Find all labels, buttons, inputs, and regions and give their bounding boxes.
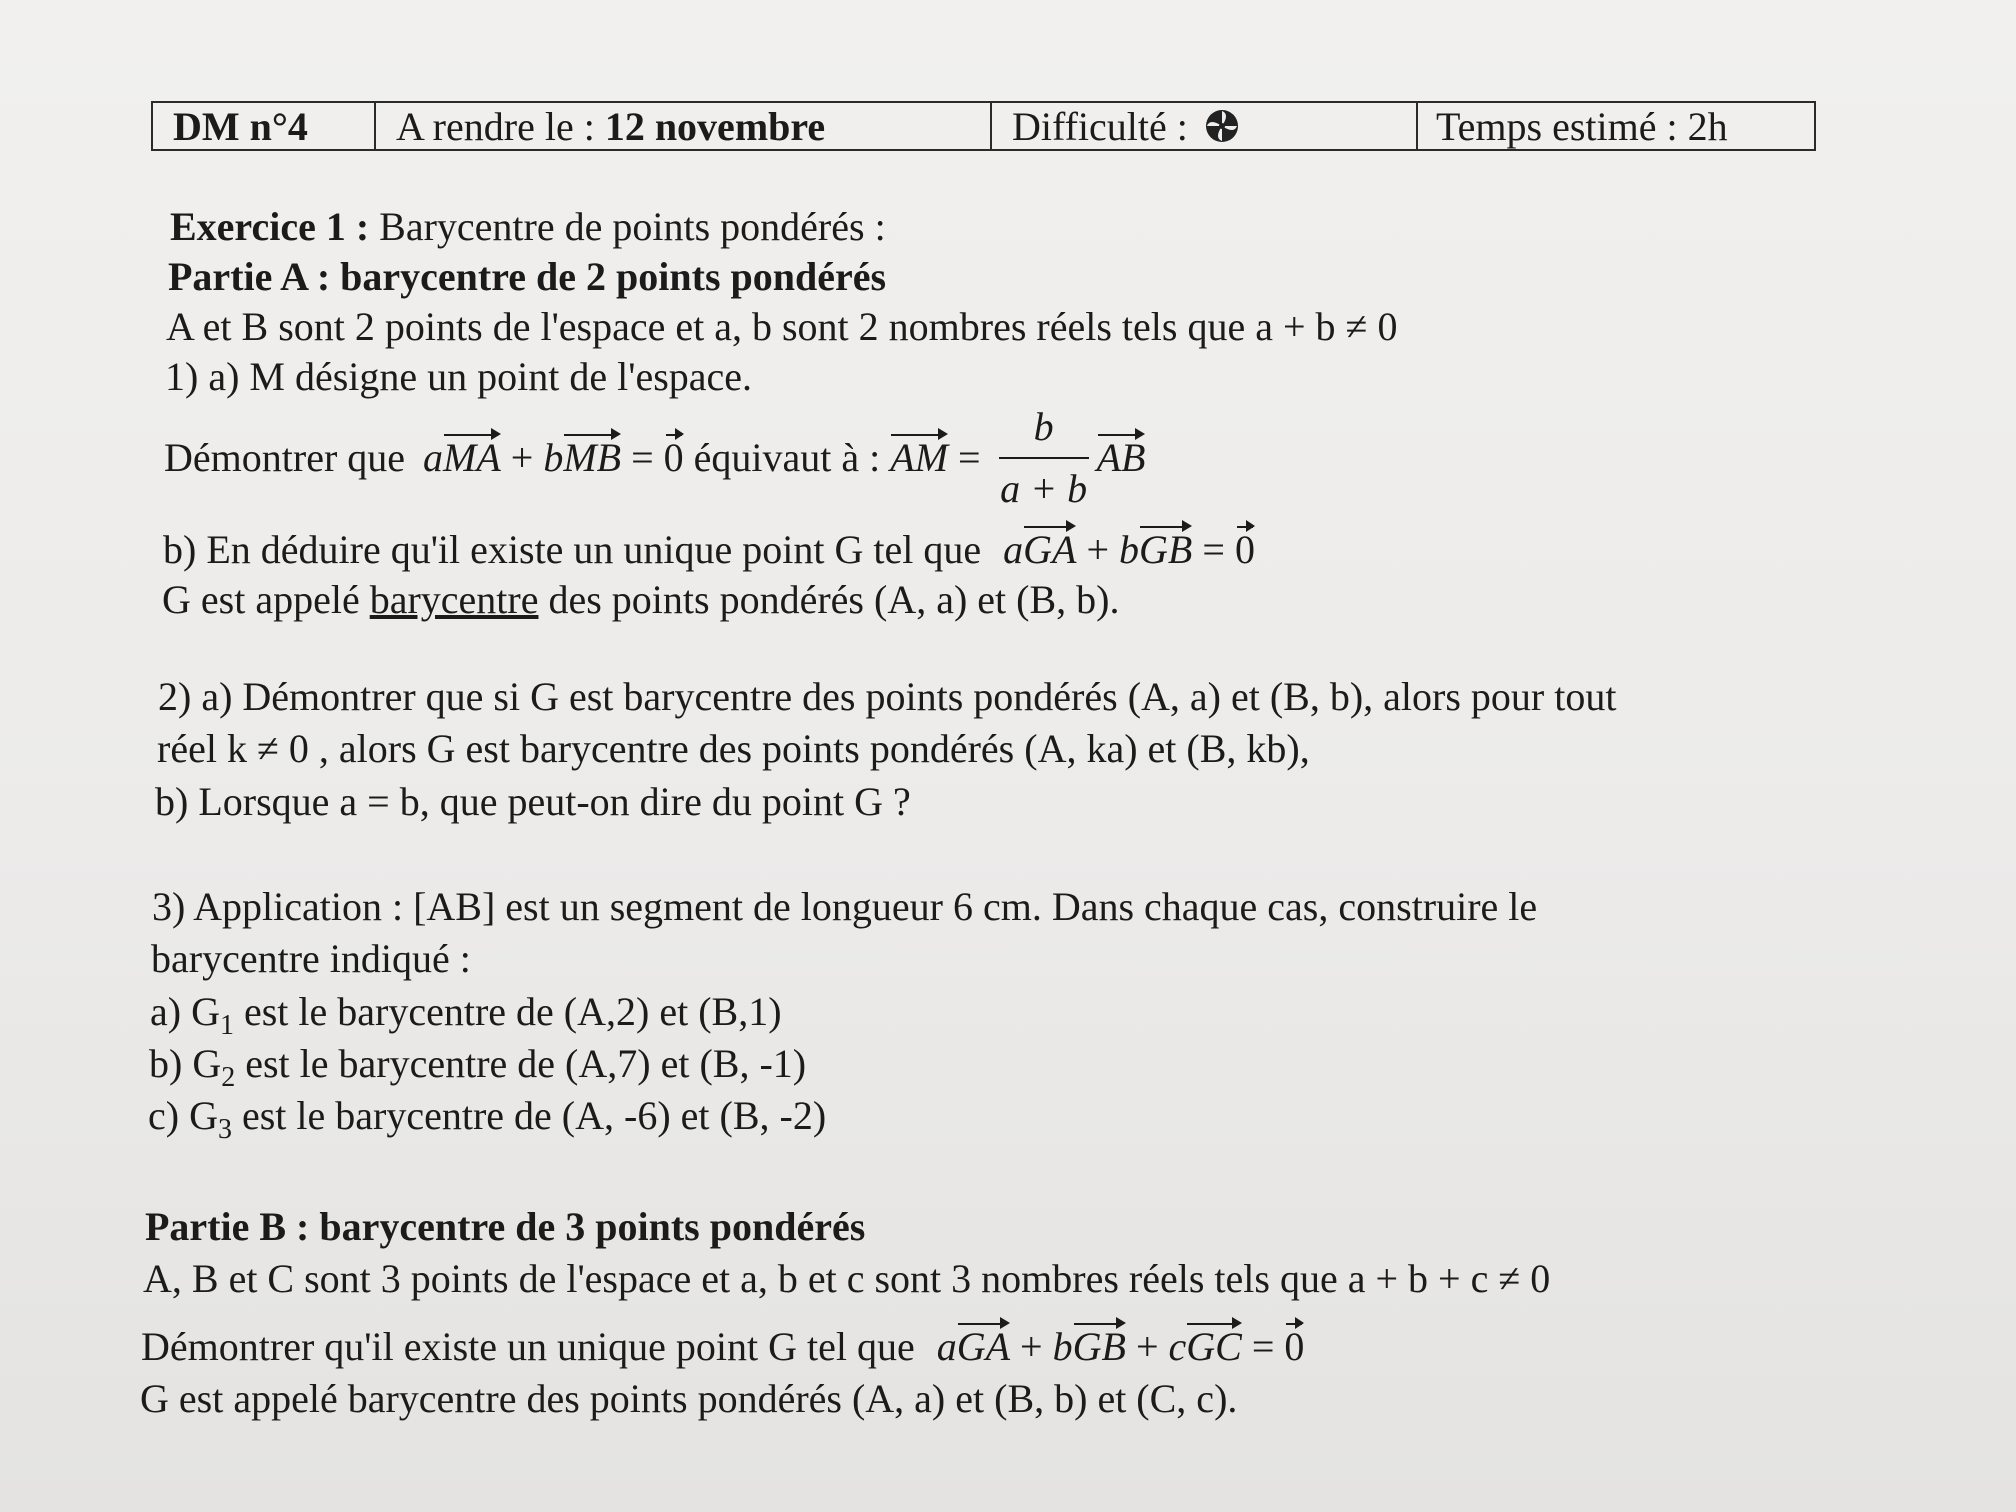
vector-ga: GA xyxy=(956,1324,1011,1369)
vector-ga: GA xyxy=(1023,527,1077,572)
difficulty-label: Difficulté : xyxy=(1012,103,1198,149)
part-b-intro: A, B et C sont 3 points de l'espace et a, b et c sont 3 nombres réels tels que a + b + c ≠ 0 xyxy=(143,1256,1551,1301)
q3b-label: b) G xyxy=(149,1041,222,1086)
plus-sign: + xyxy=(1135,1324,1159,1369)
vector-gc: GC xyxy=(1186,1324,1242,1369)
coef-b: b xyxy=(543,435,564,480)
vector-am: AM xyxy=(890,435,949,480)
exercise-subtitle: Barycentre de points pondérés : xyxy=(369,204,886,249)
q3c-sub: 3 xyxy=(217,1114,232,1145)
coef-a: a xyxy=(423,435,444,480)
difficulty-cell xyxy=(992,103,1418,149)
equals-sign: = xyxy=(621,435,664,480)
part-a-title: Partie A : barycentre de 2 points pondérés xyxy=(168,254,887,299)
question-1b xyxy=(163,528,1255,572)
barycentre-definition xyxy=(162,578,1119,622)
q1b-text: b) En déduire qu'il existe un unique point G tel que xyxy=(163,527,982,572)
coef-a: a xyxy=(1003,527,1024,572)
exercise-title-line xyxy=(170,205,886,249)
q3a-text: est le barycentre de (A,2) et (B,1) xyxy=(233,989,782,1034)
vector-gb: GB xyxy=(1072,1324,1126,1369)
coef-b: b xyxy=(1052,1324,1073,1369)
partB-demo: Démontrer qu'il existe un unique point G tel que xyxy=(141,1324,915,1369)
def-prefix: G est appelé xyxy=(162,577,370,622)
due-prefix: A rendre le : xyxy=(396,103,605,149)
exercise-title: Exercice 1 : xyxy=(170,204,370,249)
vector-ab: AB xyxy=(1096,435,1146,480)
question-2a-line1: 2) a) Démontrer que si G est barycentre des points pondérés (A, a) et (B, b), alors pour tout xyxy=(158,674,1617,719)
part-b-title: Partie B : barycentre de 3 points pondérés xyxy=(145,1204,866,1249)
fraction-denominator: a + b xyxy=(1000,466,1088,511)
due-date-cell xyxy=(376,103,992,149)
dm-number: DM n°4 xyxy=(153,103,376,149)
vector-gb: GB xyxy=(1139,527,1193,572)
question-3-line1: 3) Application : [AB] est un segment de longueur 6 cm. Dans chaque cas, construire le xyxy=(152,884,1538,929)
zero-vector: 0 xyxy=(1284,1324,1305,1369)
vector-mb: MB xyxy=(563,435,622,480)
def-suffix: des points pondérés (A, a) et (B, b). xyxy=(538,577,1120,622)
question-1a: 1) a) M désigne un point de l'espace. xyxy=(165,354,753,399)
fraction-bar xyxy=(999,457,1089,459)
demo-prefix: Démontrer que xyxy=(164,435,406,480)
header-table xyxy=(151,101,1816,151)
coef-a: a xyxy=(936,1324,957,1369)
pinwheel-icon xyxy=(1204,108,1240,144)
plus-sign: + xyxy=(1086,527,1110,572)
fraction xyxy=(999,405,1089,511)
coef-c: c xyxy=(1168,1324,1187,1369)
fraction-numerator: b xyxy=(1033,404,1054,449)
question-3a xyxy=(150,990,782,1042)
q3c-text: est le barycentre de (A, -6) et (B, -2) xyxy=(231,1093,827,1138)
q3a-label: a) G xyxy=(150,989,220,1034)
equals-sign-2: = xyxy=(948,435,991,480)
q3a-sub: 1 xyxy=(219,1010,234,1041)
question-3-line2: barycentre indiqué : xyxy=(151,936,471,981)
estimated-time: Temps estimé : 2h xyxy=(1436,103,1728,149)
q3c-label: c) G xyxy=(148,1093,218,1138)
question-1a-equation xyxy=(164,405,1145,511)
part-b-question xyxy=(141,1325,1304,1369)
q3b-sub: 2 xyxy=(221,1062,236,1093)
due-date: 12 novembre xyxy=(604,103,826,149)
q3b-text: est le barycentre de (A,7) et (B, -1) xyxy=(235,1041,807,1086)
plus-sign: + xyxy=(1020,1324,1043,1369)
equals-sign: = xyxy=(1251,1324,1275,1369)
question-3c xyxy=(148,1094,826,1146)
zero-vector: 0 xyxy=(1234,527,1255,572)
equivalent-text: équivaut à : xyxy=(683,435,891,480)
equals-sign: = xyxy=(1202,527,1225,572)
coef-b: b xyxy=(1119,527,1140,572)
part-b-definition: G est appelé barycentre des points pondérés (A, a) et (B, b) et (C, c). xyxy=(140,1376,1238,1421)
question-2a-line2: réel k ≠ 0 , alors G est barycentre des points pondérés (A, ka) et (B, kb), xyxy=(157,726,1310,771)
question-3b xyxy=(149,1042,806,1094)
plus-sign: + xyxy=(500,435,544,480)
part-a-intro: A et B sont 2 points de l'espace et a, b sont 2 nombres réels tels que a + b ≠ 0 xyxy=(166,304,1398,349)
def-word-barycentre: barycentre xyxy=(369,577,539,622)
zero-vector: 0 xyxy=(663,435,684,480)
vector-ma: MA xyxy=(443,435,501,480)
question-2b: b) Lorsque a = b, que peut-on dire du point G ? xyxy=(155,779,911,824)
